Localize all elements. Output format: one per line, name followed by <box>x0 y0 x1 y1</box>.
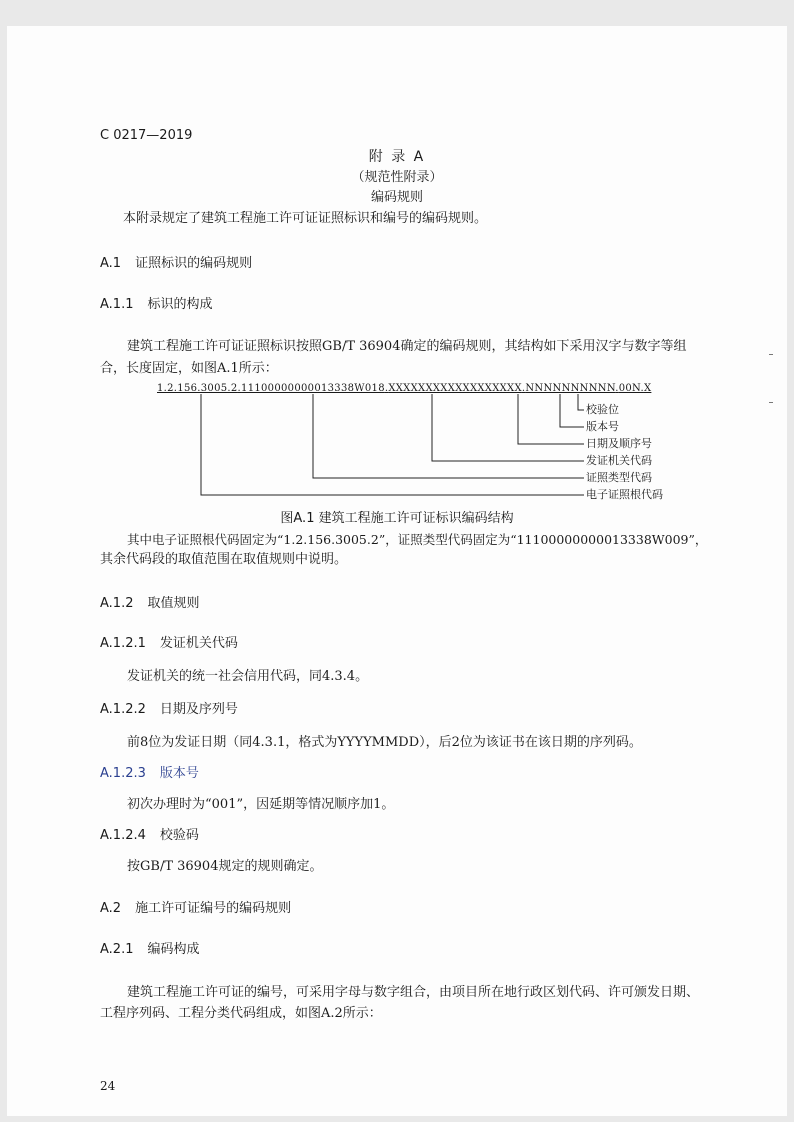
section-number: A.2.1 <box>100 942 134 957</box>
section-title: 施工许可证编号的编码规则 <box>135 901 292 916</box>
section-number: A.2 <box>100 901 122 916</box>
scan-mark <box>769 354 773 355</box>
section-number: A.1.2 <box>100 596 134 611</box>
section-a2-heading <box>100 901 291 917</box>
paragraph-line: 建筑工程施工许可证证照标识按照GB/T 36904确定的编码规则，其结构如下采用汉字与数字等组 <box>127 339 687 354</box>
section-number: A.1.2.4 <box>100 828 146 843</box>
section-number: A.1.1 <box>100 297 134 312</box>
section-title: 取值规则 <box>147 596 200 611</box>
code-date-segment: NNNNNNNNNN <box>525 383 616 394</box>
label-check-digit: 校验位 <box>586 403 619 416</box>
section-a21-heading <box>100 942 200 958</box>
section-title: 编码构成 <box>147 942 200 957</box>
section-a122-text: 前8位为发证日期（同4.3.1，格式为YYYYMMDD），后2位为该证书在该日期的序列码。 <box>127 735 642 750</box>
code-issuer-segment: XXXXXXXXXXXXXXXXXX <box>388 383 522 394</box>
section-number: A.1.2.1 <box>100 636 146 651</box>
section-a124-text: 按GB/T 36904规定的规则确定。 <box>127 859 323 874</box>
label-issuer-code: 发证机关代码 <box>586 454 652 467</box>
section-number: A.1 <box>100 256 122 271</box>
paragraph-line: 合，长度固定，如图A.1所示： <box>100 361 278 376</box>
figure-caption: 图A.1 建筑工程施工许可证标识编码结构 <box>280 511 514 526</box>
document-code: C 0217—2019 <box>100 128 193 143</box>
section-a121-text: 发证机关的统一社会信用代码，同4.3.4。 <box>127 669 369 684</box>
section-a12-heading <box>100 596 200 612</box>
code-check-segment: X <box>643 383 652 394</box>
code-version-segment: 00N <box>618 383 641 394</box>
paragraph-line: 其中电子证照根代码固定为“1.2.156.3005.2”，证照类型代码固定为“11100000000013338W009”， <box>127 532 708 547</box>
appendix-title: 附 录 A <box>368 149 426 165</box>
identifier-code-structure: 1.2.156.3005.2.11100000000013338W018.XXXXXXXXXXXXXXXXXX.NNNNNNNNNN.00N.X <box>157 383 652 394</box>
label-type-code: 证照类型代码 <box>586 471 652 484</box>
label-version: 版本号 <box>586 420 619 433</box>
paragraph-line: 其余代码段的取值范围在取值规则中说明。 <box>100 552 348 567</box>
section-a122-heading <box>100 702 238 718</box>
section-a124-heading <box>100 828 199 844</box>
scan-mark <box>769 402 773 403</box>
label-root-code: 电子证照根代码 <box>586 488 663 501</box>
section-title: 发证机关代码 <box>159 636 238 651</box>
code-root-segment: 1.2.156.3005.2 <box>157 383 238 394</box>
intro-paragraph: 本附录规定了建筑工程施工许可证证照标识和编号的编码规则。 <box>123 211 488 226</box>
section-a121-heading <box>100 636 238 652</box>
section-title: 证照标识的编码规则 <box>135 256 253 271</box>
code-type-segment: 11100000000013338W018 <box>241 383 385 394</box>
page-number: 24 <box>100 1079 116 1093</box>
appendix-name: 编码规则 <box>370 190 423 205</box>
paragraph-line: 工程序列码、工程分类代码组成，如图A.2所示： <box>100 1006 382 1021</box>
section-title: 版本号 <box>159 766 199 781</box>
section-title: 校验码 <box>159 828 199 843</box>
section-title: 标识的构成 <box>147 297 213 312</box>
section-number: A.1.2.3 <box>100 766 146 781</box>
section-a123-heading <box>100 766 199 782</box>
paragraph-line: 建筑工程施工许可证的编号，可采用字母与数字组合，由项目所在地行政区划代码、许可颁发日期、 <box>127 985 700 1000</box>
section-a123-text: 初次办理时为“001”，因延期等情况顺序加1。 <box>127 797 395 812</box>
appendix-type: （规范性附录） <box>351 170 443 185</box>
label-date-sequence: 日期及顺序号 <box>586 437 652 450</box>
section-title: 日期及序列号 <box>159 702 238 717</box>
section-number: A.1.2.2 <box>100 702 146 717</box>
